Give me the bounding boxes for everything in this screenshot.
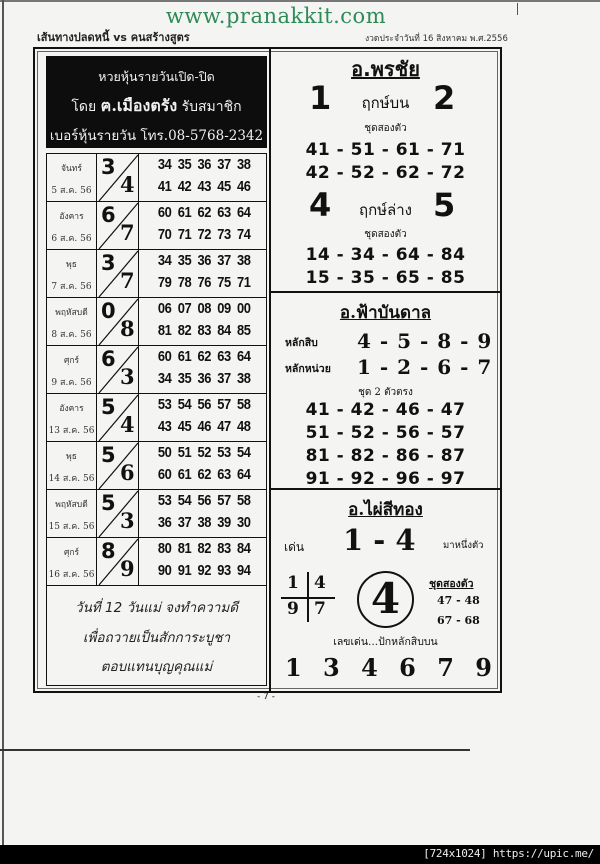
numbers-cell — [139, 538, 266, 586]
top-digit: 0 — [101, 299, 116, 323]
number: 42 — [177, 178, 192, 195]
number: 54 — [237, 444, 251, 461]
number: 72 — [197, 226, 211, 243]
date: 16 ส.ค. 56 — [48, 570, 95, 580]
units-values: 1 - 2 - 6 - 7 — [357, 355, 493, 379]
bottom-digit: 4 — [120, 172, 135, 197]
numbers-cell — [139, 394, 266, 441]
number: 45 — [217, 178, 231, 195]
number: 80 — [157, 540, 172, 557]
units-digit-row — [271, 355, 500, 377]
number: 82 — [197, 540, 211, 557]
table-row — [47, 394, 266, 442]
number: 63 — [217, 466, 231, 483]
hot-digit: 1 — [285, 653, 302, 682]
page-number: - 7 - — [257, 692, 275, 702]
bottom-digit: 8 — [120, 316, 135, 341]
top-digit: 3 — [101, 155, 116, 179]
numbers-line-2 — [148, 178, 257, 195]
number: 36 — [197, 156, 211, 173]
date: 15 ส.ค. 56 — [48, 522, 95, 532]
bottom-digit: 9 — [120, 556, 135, 581]
number: 94 — [237, 562, 251, 579]
grid-top-right: 4 — [314, 573, 326, 593]
number: 73 — [217, 226, 231, 243]
website-watermark: www.pranakkit.com — [165, 4, 387, 28]
banner-membership: รับสมาชิก — [181, 99, 242, 115]
number: 54 — [177, 492, 192, 509]
bottom-digit: 3 — [120, 364, 135, 389]
daily-stock-results-table — [46, 153, 267, 586]
numbers-line-1 — [148, 204, 257, 221]
number: 62 — [197, 466, 211, 483]
day-cell — [47, 490, 97, 537]
number: 41 — [157, 178, 172, 195]
straight-set-line: 41 - 42 - 46 - 47 — [305, 400, 466, 420]
top-digit: 5 — [101, 491, 116, 515]
hot-digit: 9 — [475, 653, 492, 682]
numbers-line-2 — [148, 274, 257, 291]
upper-label: ฤกษ์บน — [361, 94, 410, 112]
image-host-label[interactable]: [724x1024] https://upic.me/ — [423, 847, 594, 860]
day-cell — [47, 442, 97, 489]
day-cell — [47, 538, 97, 586]
number: 60 — [157, 348, 172, 365]
lead-note: มาหนึ่งตัว — [443, 540, 484, 551]
hot-digit: 7 — [437, 653, 454, 682]
lead-value: 1 - 4 — [343, 523, 416, 557]
predictions-column — [271, 49, 500, 691]
numbers-line-2 — [148, 322, 257, 339]
numbers-line-1 — [148, 540, 257, 557]
number: 56 — [197, 492, 211, 509]
section-fabandan — [271, 293, 500, 490]
digit-pair-cell — [97, 250, 139, 297]
numbers-cell — [139, 346, 266, 393]
numbers-line-1 — [148, 492, 257, 509]
bottom-digit: 6 — [120, 460, 135, 485]
hot-digit: 3 — [323, 653, 340, 682]
numbers-line-2 — [148, 466, 257, 483]
day-cell — [47, 250, 97, 297]
digit-pair-cell — [97, 538, 139, 586]
digit-grid — [281, 572, 335, 622]
day-cell — [47, 154, 97, 201]
number: 74 — [237, 226, 251, 243]
number: 70 — [157, 226, 172, 243]
table-row — [47, 442, 266, 490]
numbers-line-1 — [148, 396, 257, 413]
number: 62 — [197, 204, 211, 221]
number: 60 — [157, 204, 172, 221]
digit-pair-cell — [97, 346, 139, 393]
day-cell — [47, 346, 97, 393]
date: 8 ส.ค. 56 — [51, 330, 92, 340]
number: 38 — [237, 156, 251, 173]
date: 6 ส.ค. 56 — [51, 234, 92, 244]
number: 64 — [237, 466, 251, 483]
numbers-line-1 — [148, 156, 257, 173]
draw-date: งวดประจำวันที่ 16 สิงหาคม พ.ศ.2556 — [365, 34, 508, 44]
numbers-line-1 — [148, 444, 257, 461]
hot-digit: 6 — [399, 653, 416, 682]
number: 51 — [177, 444, 192, 461]
numbers-line-2 — [148, 562, 257, 579]
number: 60 — [157, 466, 172, 483]
number: 78 — [177, 274, 192, 291]
numbers-cell — [139, 202, 266, 249]
number: 35 — [177, 252, 192, 269]
page-bottom-rule — [0, 749, 470, 751]
hot-digits-row — [285, 653, 492, 682]
lower-set-line: 15 - 35 - 65 - 85 — [305, 268, 466, 288]
section-phaisithong — [271, 490, 500, 691]
number: 37 — [217, 370, 231, 387]
numbers-line-1 — [148, 252, 257, 269]
number: 35 — [177, 156, 192, 173]
weekday: ศุกร์ — [63, 548, 80, 558]
upper-set-line: 42 - 52 - 62 - 72 — [305, 163, 466, 183]
tens-values: 4 - 5 - 8 - 9 — [357, 329, 493, 353]
number: 82 — [177, 322, 192, 339]
number: 45 — [177, 418, 192, 435]
top-digit: 5 — [101, 395, 116, 419]
number: 07 — [177, 300, 192, 317]
day-cell — [47, 394, 97, 441]
number: 64 — [237, 204, 251, 221]
straight-set-line: 51 - 52 - 56 - 57 — [305, 423, 466, 443]
number: 63 — [217, 348, 231, 365]
banner-phone: เบอร์หุ้นรายวัน โทร.08-5768-2342 — [49, 128, 264, 144]
top-digit: 5 — [101, 443, 116, 467]
weekday: อังคาร — [59, 404, 84, 414]
hot-digits-label: เลขเด่น...ปักหลักสิบบน — [333, 636, 438, 648]
number: 34 — [157, 156, 172, 173]
number: 46 — [197, 418, 211, 435]
numbers-cell — [139, 490, 266, 537]
upper-left-digit: 1 — [309, 79, 332, 117]
bottom-digit: 3 — [120, 508, 135, 533]
number: 92 — [197, 562, 211, 579]
number: 30 — [237, 514, 251, 531]
number: 81 — [177, 540, 192, 557]
number: 56 — [197, 396, 211, 413]
tens-label: หลักสิบ — [285, 337, 318, 349]
bottom-digit: 7 — [120, 268, 135, 293]
numbers-cell — [139, 154, 266, 201]
weekday: ศุกร์ — [63, 356, 80, 366]
numbers-line-2 — [148, 370, 257, 387]
number: 36 — [197, 252, 211, 269]
table-row — [47, 538, 266, 586]
number: 54 — [177, 396, 192, 413]
table-row — [47, 202, 266, 250]
units-label: หลักหน่วย — [285, 363, 331, 375]
number: 84 — [237, 540, 251, 557]
number: 83 — [197, 322, 211, 339]
number: 79 — [157, 274, 172, 291]
number: 38 — [237, 370, 251, 387]
section-title: อ.ฟ้าบันดาล — [339, 303, 432, 323]
section-title: อ.ไผ่สีทอง — [348, 500, 423, 520]
grid-top-left: 1 — [287, 573, 299, 593]
numbers-cell — [139, 442, 266, 489]
lower-set-line: 14 - 34 - 64 - 84 — [305, 245, 466, 265]
weekday: พุธ — [66, 452, 77, 462]
number: 58 — [237, 396, 251, 413]
numbers-cell — [139, 298, 266, 345]
top-digit: 3 — [101, 251, 116, 275]
pair-set-value: 67 - 68 — [437, 614, 480, 627]
digit-pair-cell — [97, 394, 139, 441]
numbers-line-2 — [148, 418, 257, 435]
top-digit: 8 — [101, 539, 116, 563]
number: 75 — [217, 274, 231, 291]
number: 38 — [197, 514, 211, 531]
table-row — [47, 154, 266, 202]
number: 37 — [217, 156, 231, 173]
number: 34 — [157, 370, 172, 387]
banner-by: โดย — [71, 99, 97, 115]
grid-bottom-left: 9 — [287, 599, 299, 619]
number: 76 — [197, 274, 211, 291]
lead-label: เด่น — [284, 540, 305, 554]
stock-lottery-banner — [46, 56, 267, 148]
number: 43 — [157, 418, 172, 435]
top-digit: 6 — [101, 347, 116, 371]
number: 39 — [217, 514, 231, 531]
table-row — [47, 298, 266, 346]
number: 93 — [217, 562, 231, 579]
mothers-day-message — [46, 586, 267, 686]
straight-set-line: 81 - 82 - 86 - 87 — [305, 446, 466, 466]
number: 53 — [157, 492, 172, 509]
number: 91 — [177, 562, 192, 579]
grid-bottom-right: 7 — [314, 599, 326, 619]
number: 85 — [237, 322, 251, 339]
message-line-3: ตอบแทนบุญคุณแม่ — [100, 659, 213, 675]
digit-pair-cell — [97, 202, 139, 249]
date: 5 ส.ค. 56 — [51, 186, 92, 196]
column-title: เส้นทางปลดหนี้ vs คนสร้างสูตร — [37, 31, 190, 44]
number: 57 — [217, 492, 231, 509]
number: 81 — [157, 322, 172, 339]
weekday: พฤหัสบดี — [55, 308, 88, 318]
lower-right-digit: 5 — [433, 186, 456, 224]
weekday: อังคาร — [59, 212, 84, 222]
main-frame — [33, 47, 502, 693]
image-host-bar — [0, 845, 600, 864]
hot-digit: 4 — [361, 653, 378, 682]
message-line-1: วันที่ 12 วันแม่ จงทำความดี — [74, 600, 238, 616]
number: 53 — [157, 396, 172, 413]
lower-set-label: ชุดสองตัว — [364, 229, 407, 240]
numbers-line-2 — [148, 226, 257, 243]
number: 63 — [217, 204, 231, 221]
number: 08 — [197, 300, 211, 317]
digit-pair-cell — [97, 154, 139, 201]
number: 61 — [177, 466, 192, 483]
section-pornchai — [271, 49, 500, 293]
digit-pair-cell — [97, 298, 139, 345]
number: 83 — [217, 540, 231, 557]
day-cell — [47, 298, 97, 345]
weekday: พฤหัสบดี — [55, 500, 88, 510]
number: 00 — [237, 300, 251, 317]
digit-pair-cell — [97, 442, 139, 489]
day-cell — [47, 202, 97, 249]
pair-set-label: ชุดสองตัว — [429, 578, 474, 590]
straight-set-line: 91 - 92 - 96 - 97 — [305, 469, 466, 489]
tens-digit-row — [271, 329, 500, 351]
number: 57 — [217, 396, 231, 413]
date: 14 ส.ค. 56 — [48, 474, 95, 484]
page-left-border — [2, 0, 4, 845]
numbers-line-1 — [148, 348, 257, 365]
number: 09 — [217, 300, 231, 317]
digit-pair-cell — [97, 490, 139, 537]
table-row — [47, 346, 266, 394]
lower-left-digit: 4 — [309, 186, 332, 224]
number: 37 — [217, 252, 231, 269]
number: 36 — [197, 370, 211, 387]
number: 90 — [157, 562, 172, 579]
numbers-line-2 — [148, 514, 257, 531]
number: 71 — [237, 274, 251, 291]
number: 48 — [237, 418, 251, 435]
pair-set-value: 47 - 48 — [437, 594, 480, 607]
numbers-cell — [139, 250, 266, 297]
lower-auspicious-row — [271, 188, 500, 224]
upper-auspicious-row — [271, 81, 500, 117]
number: 61 — [177, 204, 192, 221]
section-title: อ.พรชัย — [351, 57, 420, 81]
upper-set-line: 41 - 51 - 61 - 71 — [305, 140, 466, 160]
date: 13 ส.ค. 56 — [48, 426, 95, 436]
number: 62 — [197, 348, 211, 365]
bottom-digit: 4 — [120, 412, 135, 437]
number: 84 — [217, 322, 231, 339]
date: 9 ส.ค. 56 — [51, 378, 92, 388]
banner-author-name: ฅ.เมืองตรัง — [100, 96, 178, 115]
bottom-digit: 7 — [120, 220, 135, 245]
upper-set-label: ชุดสองตัว — [364, 123, 407, 134]
table-row — [47, 250, 266, 298]
lower-label: ฤกษ์ล่าง — [359, 201, 412, 219]
number: 53 — [217, 444, 231, 461]
number: 58 — [237, 492, 251, 509]
number: 46 — [237, 178, 251, 195]
number: 35 — [177, 370, 192, 387]
number: 36 — [157, 514, 172, 531]
straight-set-label: ชุด 2 ตัวตรง — [358, 387, 413, 398]
page-top-border — [0, 0, 600, 2]
circled-key-digit: 4 — [357, 571, 414, 628]
number: 38 — [237, 252, 251, 269]
number: 47 — [217, 418, 231, 435]
number: 37 — [177, 514, 192, 531]
numbers-line-1 — [148, 300, 257, 317]
number: 52 — [197, 444, 211, 461]
banner-author — [46, 94, 267, 119]
number: 50 — [157, 444, 172, 461]
top-digit: 6 — [101, 203, 116, 227]
number: 64 — [237, 348, 251, 365]
number: 61 — [177, 348, 192, 365]
number: 71 — [177, 226, 192, 243]
message-line-2: เพื่อถวายเป็นสักการะบูชา — [82, 630, 231, 646]
number: 43 — [197, 178, 211, 195]
banner-title: หวยหุ้นรายวันเปิด-ปิด — [98, 69, 215, 84]
number: 06 — [157, 300, 172, 317]
weekday: จันทร์ — [61, 164, 82, 174]
weekday: พุธ — [66, 260, 77, 270]
table-row — [47, 490, 266, 538]
number: 34 — [157, 252, 172, 269]
upper-right-digit: 2 — [433, 79, 456, 117]
date: 7 ส.ค. 56 — [51, 282, 92, 292]
